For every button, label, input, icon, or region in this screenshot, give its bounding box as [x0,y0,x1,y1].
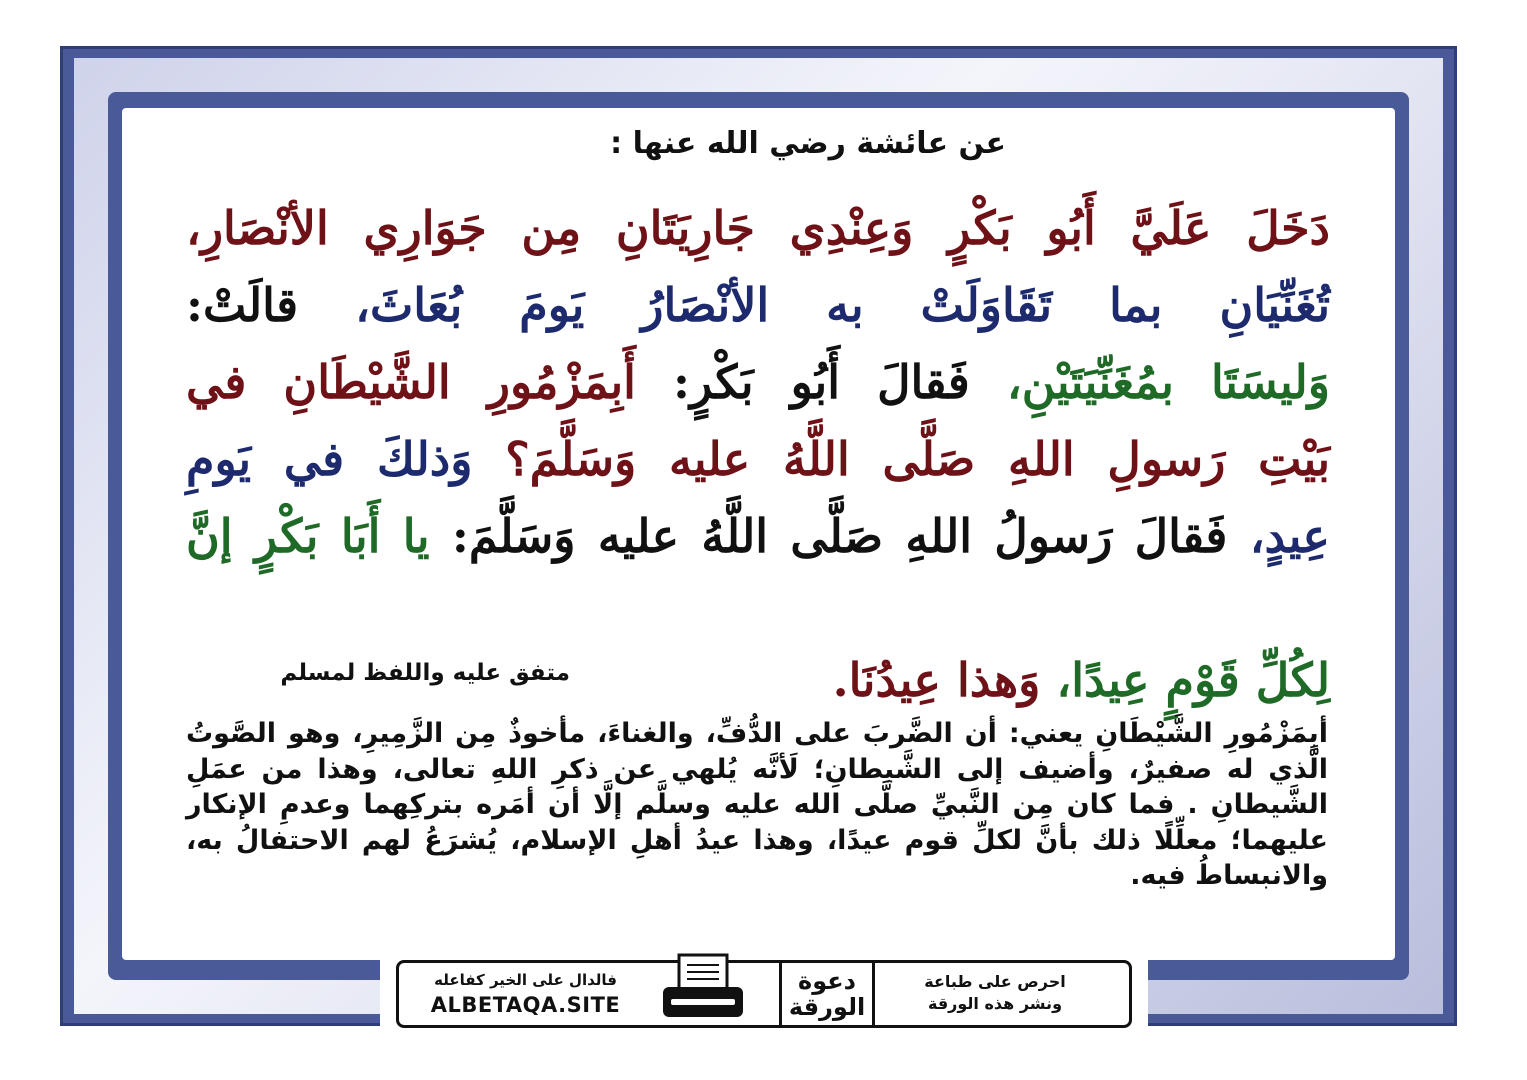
footer-site-link[interactable]: ALBETAQA.SITE [430,993,621,1017]
hadith-line [186,344,1330,421]
footer-print-line-1: احرص على طباعة [924,972,1066,991]
explanation-text: أبِمَزْمُورِ الشَّيْطَانِ يعني: أن الضَّربَ على الدُّفِّ، والغناءَ، مأخوذٌ مِن الزَّمِيرِ، وهو الصَّوتُ الَّذي له صفيرٌ، وأضيف إلى الشَّيطانِ؛ لَأنَّه يُلهي عن ذكرِ اللهِ تعالى، وهذا من عمَلِ الشَّيطانِ . فما كان مِن النَّبيِّ صلَّى الله عليه وسلَّم إلَّا أن أمَره بتركِهما وعدمِ الإنكار عليهما؛ معلِّلًا ذلك بأنَّ لكلِّ قوم عيدًا، وهذا عيدُ أهلِ الإسلام، يُشرَعُ لهم الاحتفالُ به، والانبساطُ فيه. [186,718,1328,892]
footer-print-line-2: ونشر هذه الورقة [927,994,1063,1013]
hadith-line [186,498,1330,575]
hadith-segment: قالَتْ: [186,278,356,332]
hadith-segment: تُغَنِّيَانِ بما تَقَاوَلَتْ به الأنْصَارُ يَومَ بُعَاثَ، [355,278,1330,332]
hadith-last-line [760,650,1330,710]
hadith-segment: لِكُلِّ قَوْمٍ عِيدًا، [1056,653,1330,707]
hadith-segment: دَخَلَ عَلَيَّ أَبُو بَكْرٍ وَعِنْدِي جَارِيَتَانِ مِن جَوَارِي الأنْصَارِ، [186,201,1330,255]
printer-icon [661,953,745,1023]
dawat-alwaraqa-logo [779,963,875,1025]
footer-slogan: فالدال على الخير كفاعله [434,971,617,989]
logo-line-1: دعوة [798,967,856,995]
hadith-segment: عِيدٍ، [1249,509,1331,563]
hadith-line [186,421,1330,498]
footer-print-note [875,971,1115,1015]
hadith-segment: بَيْتِ رَسولِ اللهِ صَلَّى اللَّهُ عليه وَسَلَّمَ؟ [505,432,1330,486]
narrator-header: عن عائشة رضي الله عنها : [610,126,1006,161]
hadith-source: متفق عليه واللفظ لمسلم [280,660,570,686]
logo-line-2: الورقة [788,993,866,1021]
hadith-segment: وَهذا عِيدُنَا. [832,653,1057,707]
hadith-segment: وَليسَتَا بمُغَنِّيَتَيْنِ، [1006,355,1330,409]
hadith-segment: وَذلكَ في يَومِ [186,432,506,486]
hadith-segment: فَقالَ رَسولُ اللهِ صَلَّى اللَّهُ عليه وَسَلَّمَ: [451,509,1250,563]
hadith-segment: يا أَبَا بَكْرٍ إنَّ [186,509,452,563]
hadith-segment: أَبِمَزْمُورِ الشَّيْطَانِ في [186,355,674,409]
footer-site-block [413,969,638,1019]
hadith-line [186,190,1330,267]
hadith-segment: فَقالَ أَبُو بَكْرٍ: [673,355,1007,409]
footer-bar [396,960,1132,1028]
hadith-text [186,190,1330,575]
hadith-line [186,267,1330,344]
